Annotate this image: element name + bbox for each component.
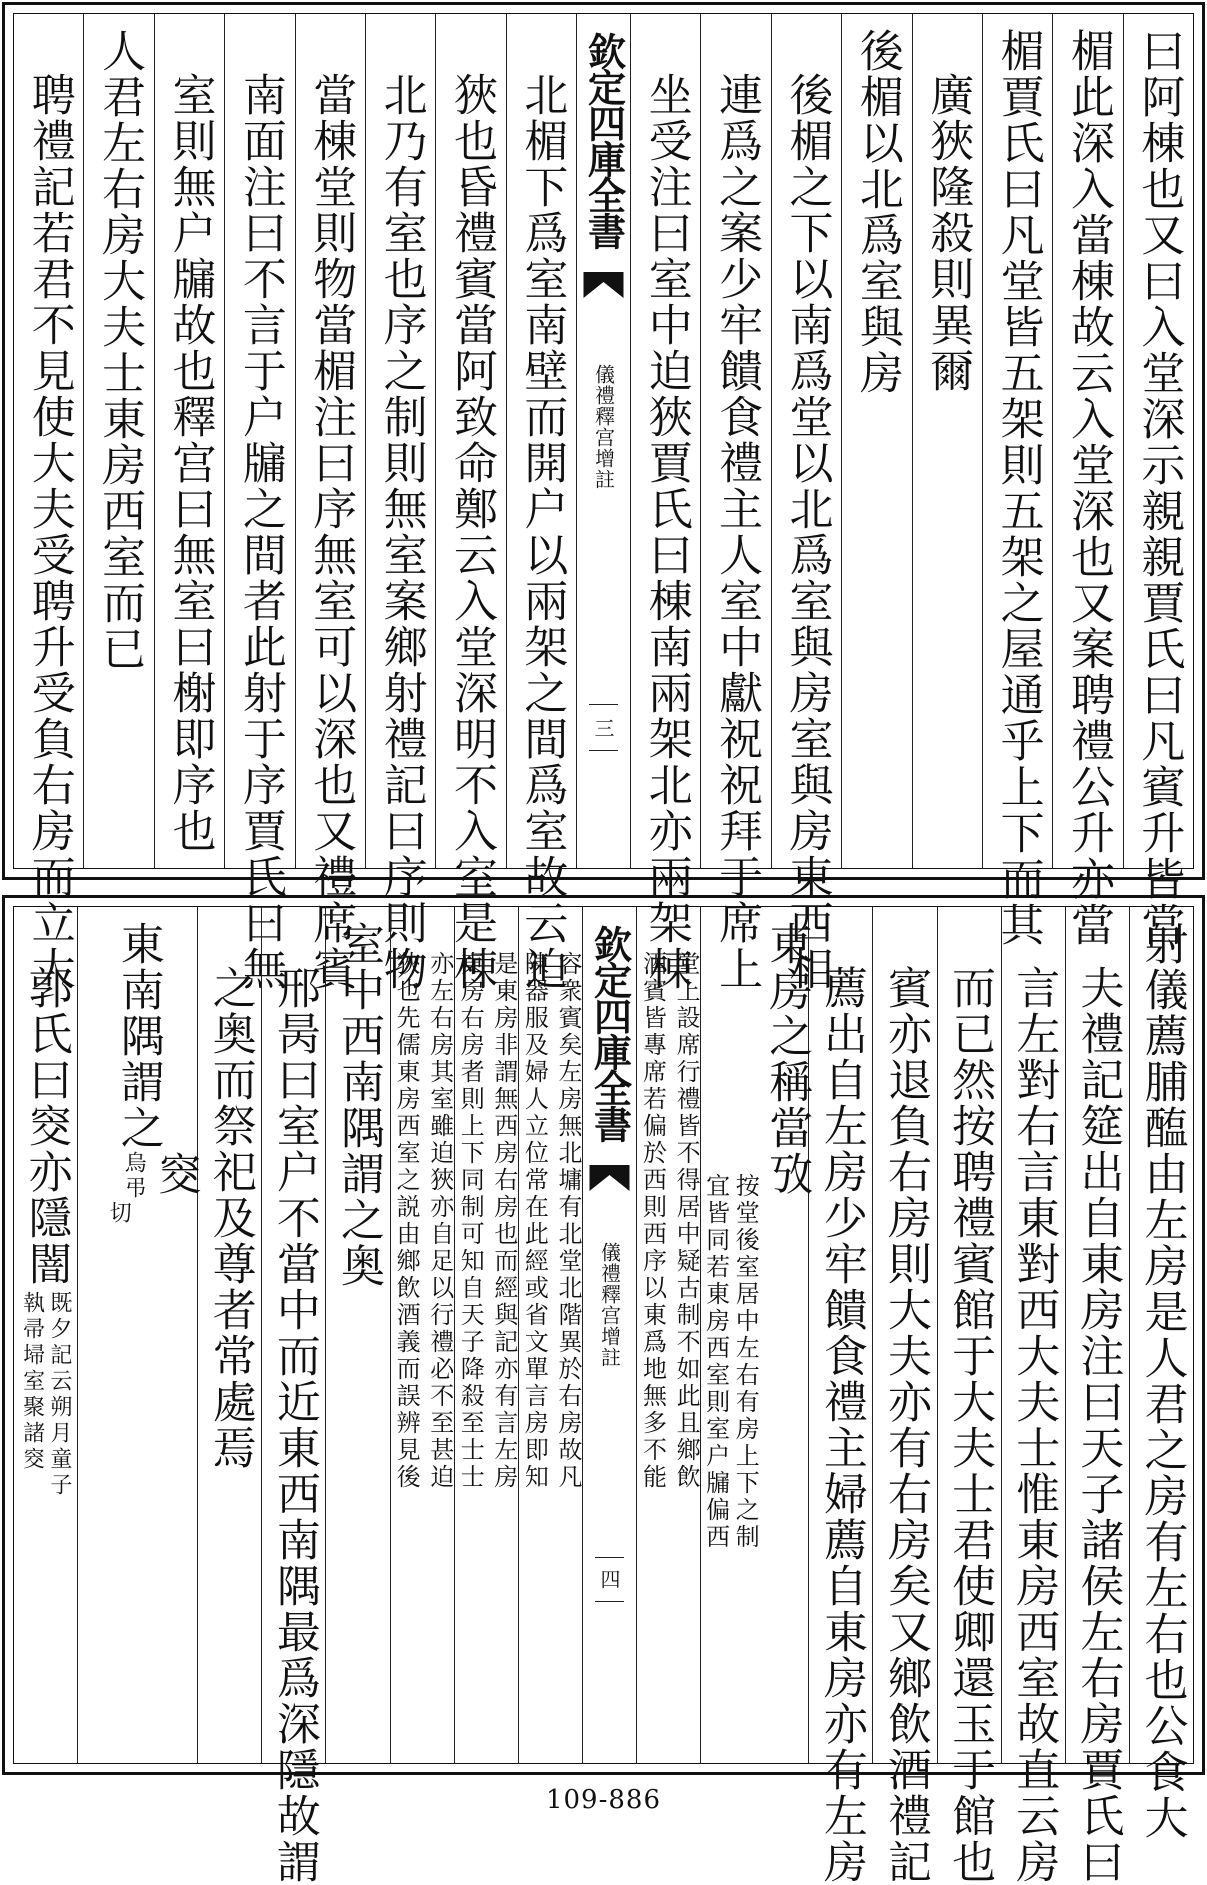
text-column: 薦出自左房少牢饋食禮主婦薦自東房亦有左房	[808, 907, 872, 1763]
pronunciation-gloss: 切	[106, 1201, 132, 1223]
text-column: 聘禮記若君不見使大夫受聘升受負右房而立大	[23, 72, 75, 992]
text-column: 楣賈氏曰凡堂皆五架則五架之屋通乎上下而其	[982, 14, 1052, 868]
gutter-title: 欽定四庫全書	[587, 925, 633, 1141]
text-column: 賓亦退負右房則大夫亦有右房矣又鄉飲酒禮記	[872, 907, 936, 1763]
heading-column: 後楣以北爲室與房	[841, 14, 911, 868]
text-column: 而已然按聘禮賓館于大夫士君使卿還玉于館也	[937, 907, 1001, 1763]
text-column: 廣狹隆殺則異爾	[912, 14, 982, 868]
heading-column: 室中西南隅謂之奥	[325, 907, 389, 1763]
center-gutter	[576, 14, 630, 868]
note-line: 宜皆同若東房西室則室户牖偏西	[701, 1173, 730, 1551]
page-number: 四	[596, 1569, 621, 1589]
text-column: 射儀薦脯醢由左房是人君之房有左右也公食大	[1129, 907, 1193, 1763]
heading-with-note-column: 東房之稱當攷 按堂後室居中左右有房上下之制 宜皆同若東房西室則室户牖偏西	[700, 907, 808, 1763]
text-column: 北楣下爲室南壁而開户以兩架之間爲室故云迫	[506, 14, 576, 868]
gutter-subtitle: 儀禮釋宫增註	[591, 364, 616, 490]
text-column: 連爲之案少牢饋食禮主人室中獻祝祝拜于席上	[700, 14, 770, 868]
text-column: 狹也昏禮賓當阿致命鄭云入堂深明不入室是棟	[435, 14, 505, 868]
pronunciation-gloss: 烏弔	[121, 1151, 147, 1201]
note-column: 是東房非謂無西房右房也而經與記亦有言左房 東房右房者則上下同制可知自天子降殺至士士	[454, 907, 518, 1763]
text-column: 夫禮記筵出自東房注曰天子諸侯左右房賈氏曰	[1065, 907, 1129, 1763]
fish-tail-icon	[581, 272, 626, 302]
gutter-subtitle: 儀禮釋宫增註	[597, 1242, 622, 1368]
text-column: 當棟堂則物當楣注曰序無室可以深也又禮席賓	[295, 14, 365, 868]
fish-tail-icon	[587, 1165, 632, 1195]
text-column: 楣此深入當棟故云入堂深也又案聘禮公升亦當	[1052, 14, 1122, 868]
center-gutter	[582, 907, 636, 1763]
text-with-note-column: 郭氏曰窔亦隱闇 既夕記云朔月童子 執帚埽室聚諸窔	[19, 965, 72, 1499]
note-line: 既夕記云朔月童子	[46, 1291, 72, 1499]
text-column: 之奥而祭祀及尊者常處焉	[197, 907, 261, 1763]
text-column: 言左對右言東對西大夫士惟東房西室故直云房	[1001, 907, 1065, 1763]
text-column: 北乃有室也序之制則無室案鄉射禮記曰序則物	[365, 14, 435, 868]
top-panel	[2, 2, 1205, 992]
note-line: 執帚埽室聚諸窔	[19, 1291, 45, 1473]
text-column: 邢昺曰室户不當中而近東西南隅最爲深隱故謂	[261, 907, 325, 1763]
text-column: 後楣之下以南爲堂以北爲室與房室與房東西相	[771, 14, 841, 868]
note-column: 堂上設席行禮皆不得居中疑古制不如此且鄉飲 酒賓皆專席若偏於西則西序以東爲地無多不能	[636, 907, 700, 1763]
note-column: 容衆賓矣左房無北墉有北堂北階異於右房故凡 陳器服及婦人立位常在此經或省文單言房即知	[518, 907, 582, 1763]
text-column: 南面注曰不言于户牖之間者此射于序賈氏曰無	[224, 14, 294, 868]
note-line: 按堂後室居中左右有房上下之制	[731, 1173, 760, 1551]
page-number: 三	[591, 718, 615, 738]
text-column: 坐受注曰室中迫狹賈氏曰棟南兩架北亦兩架棟	[630, 14, 700, 868]
heading-column: 人君左右房大夫士東房西室而已	[83, 14, 153, 868]
heading-with-gloss-column: 東南隅謂之 窔 烏弔 切	[77, 907, 197, 1763]
note-column: 亦左右房其室雖迫狹亦自足以行禮必不至甚迫 狹也先儒東房西室之説由鄉飲酒義而誤辨見後	[390, 907, 454, 1763]
gutter-title: 欽定四庫全書	[581, 32, 627, 248]
page-footer-number: 109-886	[545, 1785, 662, 1815]
text-column: 室則無户牖故也釋宫曰無室曰榭即序也	[154, 14, 224, 868]
text-column: 曰阿棟也又曰入堂深示親親賈氏曰凡賓升皆當	[1123, 14, 1193, 868]
